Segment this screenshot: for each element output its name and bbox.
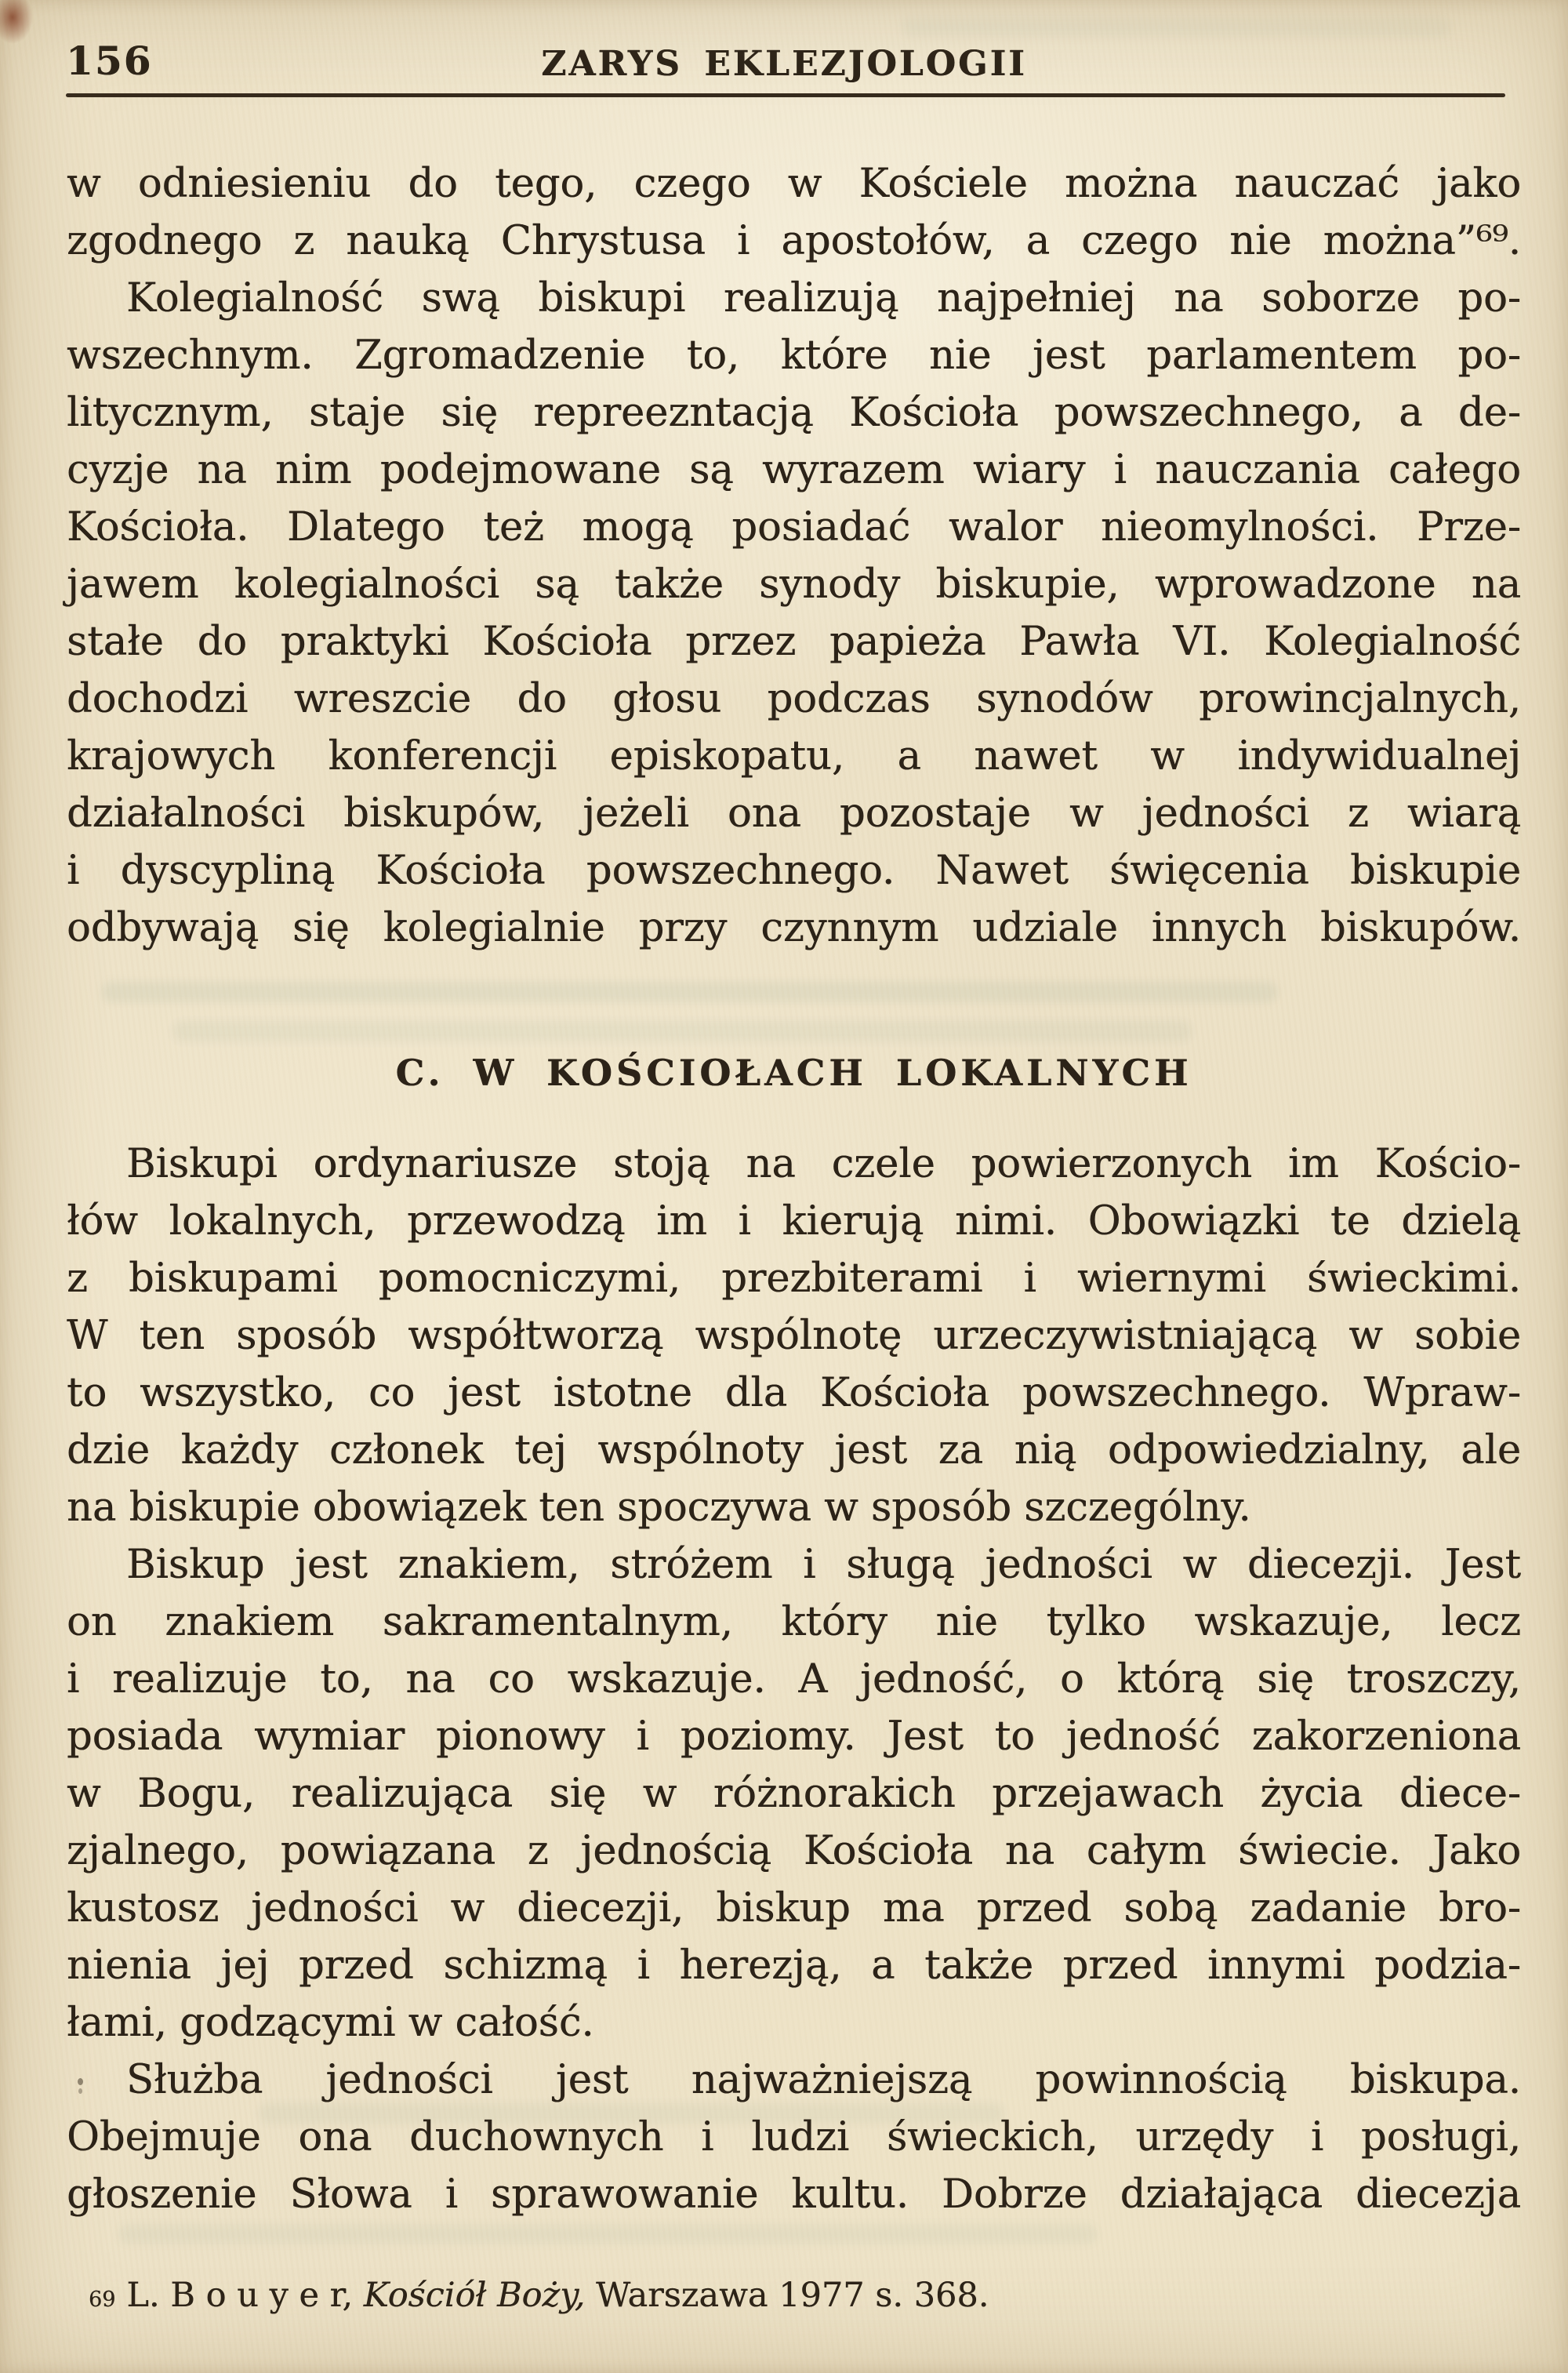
text-line: cyzje na nim podejmowane są wyrazem wiary i nauczania całego [67, 447, 1521, 493]
text-line: i realizuje to, na co wskazuje. A jedność, o którą się troszczy, [67, 1656, 1521, 1703]
text-line: Kolegialność swą biskupi realizują najpełniej na soborze po- [126, 275, 1521, 322]
header-rule [66, 93, 1505, 97]
text-line: litycznym, staje się repreezntacją Kościoła powszechnego, a de- [67, 390, 1521, 436]
text-line: na biskupie obowiązek ten spoczywa w sposób szczególny. [67, 1484, 1251, 1531]
text-line: łów lokalnych, przewodzą im i kierują nimi. Obowiązki te dzielą [67, 1198, 1521, 1245]
bleed-through-mark [118, 2224, 1098, 2244]
text-line: w odniesieniu do tego, czego w Kościele można nauczać jako [67, 161, 1521, 207]
text-line: Biskupi ordynariusze stoją na czele powierzonych im Kościo- [126, 1141, 1521, 1187]
text-line: i dyscypliną Kościoła powszechnego. Nawet święcenia biskupie [67, 848, 1521, 894]
text-line: nienia jej przed schizmą i herezją, a także przed innymi podzia- [67, 1942, 1521, 1989]
text-line: stałe do praktyki Kościoła przez papieża Pawła VI. Kolegialność [67, 619, 1521, 665]
footnote-author: L. B o u y e r, [126, 2276, 364, 2315]
text-body [67, 155, 1521, 2223]
text-line: działalności biskupów, jeżeli ona pozostaje w jedności z wiarą [67, 790, 1521, 837]
bleed-through-mark [902, 17, 1450, 38]
text-line: posiada wymiar pionowy i poziomy. Jest to jedność zakorzeniona [67, 1713, 1521, 1760]
text-line: jawem kolegialności są także synody biskupie, wprowadzone na [67, 561, 1521, 608]
page-number: 156 [66, 38, 153, 84]
running-title: ZARYS EKLEZJOLOGII [541, 44, 1027, 84]
text-line: z biskupami pomocniczymi, prezbiterami i wiernymi świeckimi. [67, 1256, 1521, 1302]
text-line: głoszenie Słowa i sprawowanie kultu. Dobrze działająca diecezja [67, 2171, 1521, 2218]
text-line: Obejmuje ona duchownych i ludzi świeckich, urzędy i posługi, [67, 2114, 1521, 2160]
text-line: krajowych konferencji episkopatu, a nawet w indywidualnej [67, 733, 1521, 779]
text-line: dzie każdy członek tej wspólnoty jest za nią odpowiedzialny, ale [67, 1427, 1521, 1474]
footnote [67, 2273, 1521, 2318]
text-line: Biskup jest znakiem, stróżem i sługą jedności w diecezji. Jest [126, 1542, 1521, 1588]
paragraph [67, 270, 1521, 957]
text-line: zgodnego z nauką Chrystusa i apostołów, a czego nie można”⁶⁹. [67, 218, 1521, 264]
text-line: kustosz jedności w diecezji, biskup ma przed sobą zadanie bro- [67, 1885, 1521, 1931]
paragraph [67, 1136, 1521, 1536]
text-line: odbywają się kolegialnie przy czynnym udziale innych biskupów. [67, 905, 1521, 951]
text-line: wszechnym. Zgromadzenie to, które nie jest parlamentem po- [67, 333, 1521, 379]
footnote-marker: 69 [89, 2288, 116, 2312]
text-line: w Bogu, realizująca się w różnorakich przejawach życia diece- [67, 1771, 1521, 1817]
text-line: to wszystko, co jest istotne dla Kościoła powszechnego. Wpraw- [67, 1370, 1521, 1416]
text-line: dochodzi wreszcie do głosu podczas synodów prowincjalnych, [67, 676, 1521, 722]
text-line: Służba jedności jest najważniejszą powinnością biskupa. [126, 2057, 1521, 2103]
footnote-tail: Warszawa 1977 s. 368. [585, 2276, 989, 2315]
scan-corner-artifact [0, 0, 33, 44]
paragraph [67, 1536, 1521, 2051]
paragraph [67, 155, 1521, 270]
text-line: łami, godzącymi w całość. [67, 2000, 594, 2046]
paragraph [67, 2051, 1521, 2223]
footnote-title: Kościół Boży, [363, 2276, 586, 2315]
text-line: Kościoła. Dlatego też mogą posiadać walor nieomylności. Prze- [67, 504, 1521, 551]
text-line: on znakiem sakramentalnym, który nie tylko wskazuje, lecz [67, 1599, 1521, 1645]
section-heading: C. W KOŚCIOŁACH LOKALNYCH [395, 1052, 1192, 1094]
text-line: W ten sposób współtworzą wspólnotę urzeczywistniającą w sobie [67, 1313, 1521, 1359]
text-line: zjalnego, powiązana z jednością Kościoła na całym świecie. Jako [67, 1828, 1521, 1874]
